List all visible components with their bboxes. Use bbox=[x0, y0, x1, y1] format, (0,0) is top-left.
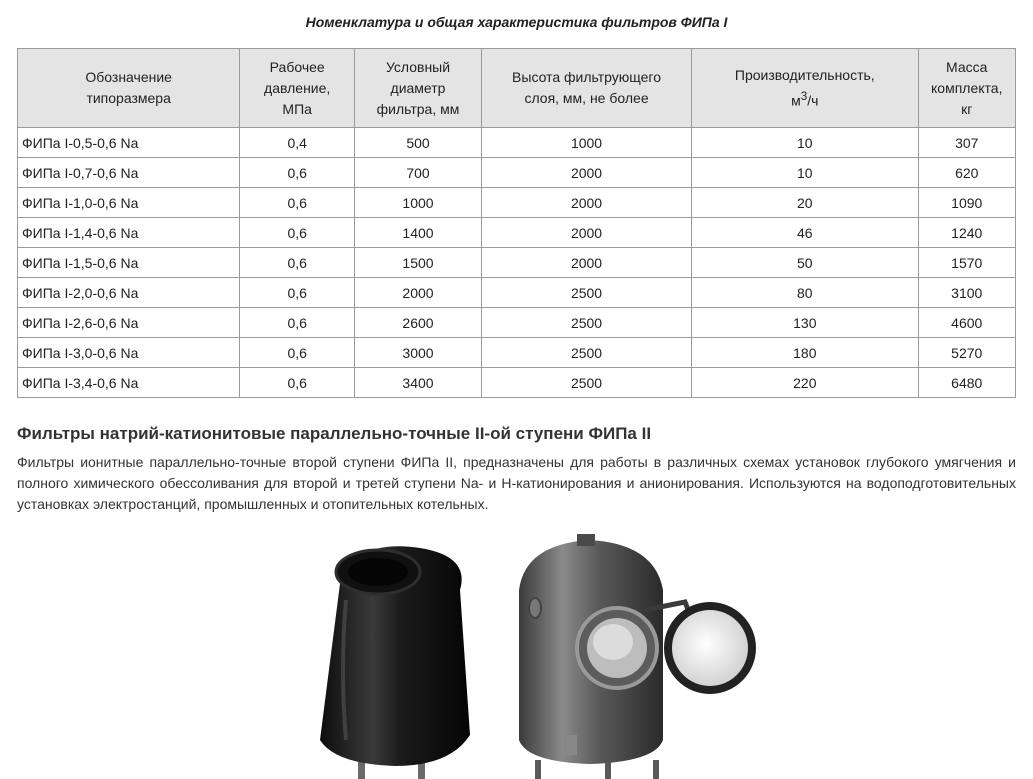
header-pressure: Рабочее давление, МПа bbox=[240, 49, 355, 128]
cell-name: ФИПа I-3,0-0,6 Na bbox=[18, 338, 240, 368]
cell-name: ФИПа I-1,0-0,6 Na bbox=[18, 188, 240, 218]
cell-mass: 307 bbox=[918, 128, 1016, 158]
cell-diameter: 700 bbox=[355, 158, 482, 188]
cell-mass: 5270 bbox=[918, 338, 1016, 368]
cell-mass: 1570 bbox=[918, 248, 1016, 278]
cell-diameter: 2600 bbox=[355, 308, 482, 338]
cell-pressure: 0,6 bbox=[240, 188, 355, 218]
cell-capacity: 80 bbox=[692, 278, 918, 308]
cell-diameter: 1000 bbox=[355, 188, 482, 218]
cell-capacity: 20 bbox=[692, 188, 918, 218]
cell-pressure: 0,4 bbox=[240, 128, 355, 158]
cell-pressure: 0,6 bbox=[240, 218, 355, 248]
cell-height: 2500 bbox=[481, 338, 691, 368]
cell-height: 2000 bbox=[481, 218, 691, 248]
cell-pressure: 0,6 bbox=[240, 338, 355, 368]
table-row bbox=[18, 368, 1016, 398]
table-row bbox=[18, 218, 1016, 248]
table-row bbox=[18, 128, 1016, 158]
header-layer-height: Высота фильтрующего слоя, мм, не более bbox=[481, 49, 691, 128]
section-paragraph: Фильтры ионитные параллельно-точные второй ступени ФИПа II, предназначены для работы в различных схемах установок глубокого умягчения и полного химического обессоливания для второй и третей ступени Na- и H-катионирования и анионирования. Используются на водоподготовительных установках электростанций, промышленных и отопительных котельных. bbox=[17, 454, 1016, 512]
cell-pressure: 0,6 bbox=[240, 278, 355, 308]
cell-diameter: 500 bbox=[355, 128, 482, 158]
table-row bbox=[18, 308, 1016, 338]
table-row bbox=[18, 248, 1016, 278]
cell-capacity: 10 bbox=[692, 158, 918, 188]
cell-name: ФИПа I-3,4-0,6 Na bbox=[18, 368, 240, 398]
cell-name: ФИПа I-1,5-0,6 Na bbox=[18, 248, 240, 278]
cell-diameter: 1400 bbox=[355, 218, 482, 248]
cell-pressure: 0,6 bbox=[240, 158, 355, 188]
cell-name: ФИПа I-0,7-0,6 Na bbox=[18, 158, 240, 188]
cell-capacity: 220 bbox=[692, 368, 918, 398]
cell-name: ФИПа I-2,0-0,6 Na bbox=[18, 278, 240, 308]
cell-mass: 6480 bbox=[918, 368, 1016, 398]
cell-capacity: 180 bbox=[692, 338, 918, 368]
header-designation: Обозначение типоразмера bbox=[18, 49, 240, 128]
cell-height: 2500 bbox=[481, 308, 691, 338]
header-mass: Масса комплекта, кг bbox=[918, 49, 1016, 128]
cell-capacity: 130 bbox=[692, 308, 918, 338]
cell-height: 2000 bbox=[481, 158, 691, 188]
cell-capacity: 10 bbox=[692, 128, 918, 158]
cell-diameter: 3000 bbox=[355, 338, 482, 368]
header-capacity: Производительность, $м^3/ч$ bbox=[692, 49, 918, 128]
cell-capacity: 46 bbox=[692, 218, 918, 248]
black-filter-vessel-photo bbox=[300, 530, 520, 779]
cell-mass: 3100 bbox=[918, 278, 1016, 308]
cell-pressure: 0,6 bbox=[240, 248, 355, 278]
grey-filter-vessel-photo bbox=[505, 530, 765, 779]
cell-mass: 1090 bbox=[918, 188, 1016, 218]
cell-capacity: 50 bbox=[692, 248, 918, 278]
cell-height: 1000 bbox=[481, 128, 691, 158]
table-header-row bbox=[18, 49, 1016, 128]
cell-mass: 1240 bbox=[918, 218, 1016, 248]
table-row bbox=[18, 188, 1016, 218]
cell-mass: 4600 bbox=[918, 308, 1016, 338]
cell-diameter: 3400 bbox=[355, 368, 482, 398]
cell-name: ФИПа I-2,6-0,6 Na bbox=[18, 308, 240, 338]
cell-pressure: 0,6 bbox=[240, 308, 355, 338]
cell-height: 2000 bbox=[481, 188, 691, 218]
cell-name: ФИПа I-1,4-0,6 Na bbox=[18, 218, 240, 248]
table-title: Номенклатура и общая характеристика фильтров ФИПа I bbox=[305, 14, 728, 30]
section-heading: Фильтры натрий-катионитовые параллельно-точные II-ой ступени ФИПа II bbox=[17, 424, 652, 443]
cell-height: 2000 bbox=[481, 248, 691, 278]
cell-name: ФИПа I-0,5-0,6 Na bbox=[18, 128, 240, 158]
table-row bbox=[18, 158, 1016, 188]
cell-diameter: 1500 bbox=[355, 248, 482, 278]
cell-height: 2500 bbox=[481, 368, 691, 398]
cell-mass: 620 bbox=[918, 158, 1016, 188]
table-row bbox=[18, 278, 1016, 308]
filter-spec-table bbox=[17, 48, 1016, 398]
cell-height: 2500 bbox=[481, 278, 691, 308]
filter-photos bbox=[0, 530, 1033, 779]
cell-pressure: 0,6 bbox=[240, 368, 355, 398]
cell-diameter: 2000 bbox=[355, 278, 482, 308]
header-diameter: Условный диаметр фильтра, мм bbox=[355, 49, 482, 128]
table-row bbox=[18, 338, 1016, 368]
